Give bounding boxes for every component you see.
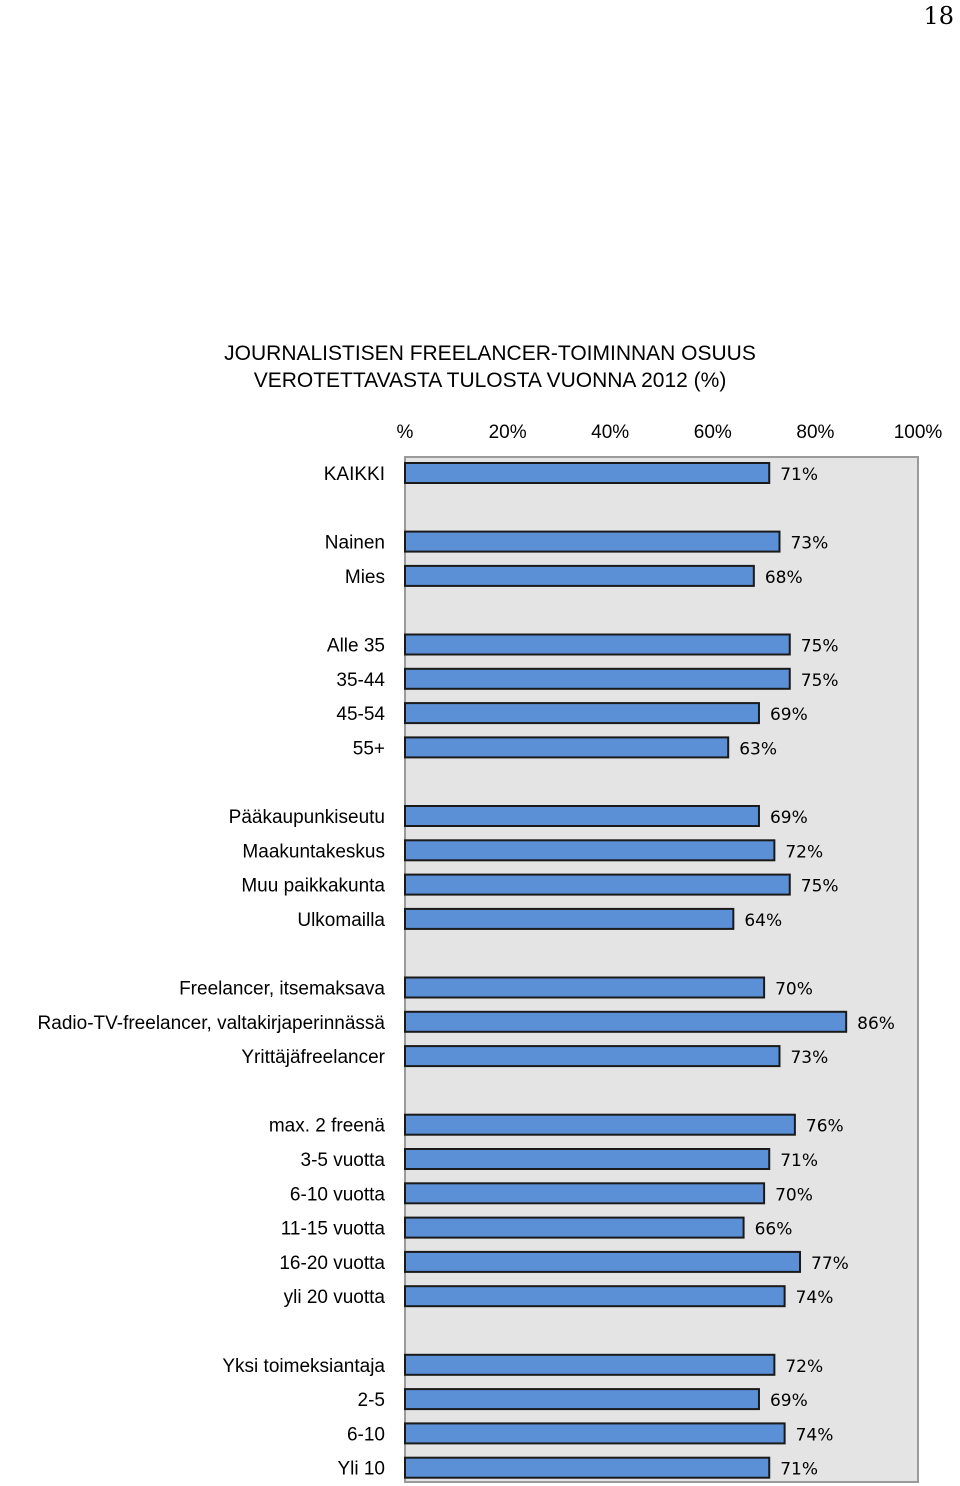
category-label: Yrittäjäfreelancer (241, 1047, 385, 1069)
bar (405, 703, 759, 723)
chart-title-line-2: VEROTETTAVASTA TULOSTA VUONNA 2012 (%) (253, 369, 727, 392)
bar (405, 1286, 785, 1306)
category-label: max. 2 freenä (268, 1115, 385, 1137)
category-label: 35-44 (336, 669, 385, 691)
category-label: 16-20 vuotta (279, 1252, 385, 1274)
x-tick-label: 40% (591, 422, 630, 443)
category-label: 11-15 vuotta (280, 1218, 385, 1240)
category-label: 2-5 (357, 1390, 385, 1412)
value-label: 76% (805, 1116, 844, 1137)
value-label: 74% (795, 1288, 834, 1309)
category-label: yli 20 vuotta (283, 1287, 385, 1309)
category-label: Muu paikkakunta (241, 875, 385, 897)
value-label: 86% (857, 1013, 895, 1034)
x-tick-label: 60% (693, 422, 732, 443)
value-label: 69% (769, 808, 808, 828)
value-label: 70% (775, 1185, 813, 1206)
value-label: 71% (780, 1459, 819, 1480)
bar (405, 1046, 779, 1066)
bar (405, 875, 790, 895)
value-label: 68% (764, 567, 803, 588)
bar (405, 635, 790, 655)
category-label: Maakuntakeskus (242, 841, 385, 863)
value-label: 69% (769, 1391, 808, 1412)
category-label: Pääkaupunkiseutu (228, 807, 385, 828)
value-label: 70% (775, 979, 813, 1000)
x-tick-label: 100% (893, 422, 943, 443)
bar (405, 1355, 774, 1375)
bar (405, 1149, 769, 1169)
value-label: 75% (800, 670, 839, 691)
bar (405, 1252, 800, 1272)
value-label: 64% (744, 910, 783, 931)
value-label: 73% (790, 1048, 829, 1069)
bar (405, 669, 790, 689)
category-label: Mies (344, 566, 385, 588)
category-label: Alle 35 (326, 635, 385, 657)
bar (405, 566, 754, 586)
value-label: 73% (790, 533, 829, 554)
value-label: 77% (811, 1253, 849, 1274)
bar (405, 1423, 785, 1443)
value-label: 63% (739, 739, 777, 760)
chart-title-line-1: JOURNALISTISEN FREELANCER-TOIMINNAN OSUUS (224, 342, 756, 365)
category-label: 45-54 (336, 704, 385, 726)
bar (405, 1389, 759, 1409)
value-label: 72% (785, 842, 824, 863)
x-tick-label: 20% (488, 422, 527, 443)
value-label: 71% (780, 1151, 819, 1171)
value-label: 66% (754, 1219, 793, 1240)
bar (405, 532, 779, 552)
page-number: 18 (923, 2, 954, 30)
category-label: 3-5 vuotta (300, 1150, 385, 1171)
x-tick-label: 80% (796, 422, 835, 443)
bar (405, 1012, 846, 1032)
value-label: 75% (800, 876, 839, 897)
plot-area (405, 457, 918, 1482)
value-label: 75% (800, 636, 839, 657)
value-label: 69% (769, 705, 808, 726)
category-label: 6-10 (346, 1424, 385, 1446)
value-label: 72% (785, 1356, 824, 1377)
bar (405, 463, 769, 483)
category-label: Yli 10 (337, 1458, 385, 1480)
bar (405, 1183, 764, 1203)
category-label: Yksi toimeksiantaja (222, 1355, 385, 1377)
category-label: Freelancer, itsemaksava (179, 978, 385, 1000)
bar (405, 978, 764, 998)
category-label: 6-10 vuotta (289, 1184, 385, 1206)
bar (405, 1458, 769, 1478)
category-label: Nainen (324, 532, 385, 554)
bar (405, 1115, 795, 1135)
category-label: 55+ (352, 738, 385, 760)
bar (405, 806, 759, 826)
bar (405, 737, 728, 757)
bar (405, 909, 733, 929)
value-label: 74% (795, 1425, 834, 1446)
category-label: Radio-TV-freelancer, valtakirjaperinnässä (37, 1012, 385, 1034)
bar (405, 1218, 744, 1238)
category-label: KAIKKI (323, 464, 385, 485)
category-label: Ulkomailla (297, 909, 385, 931)
bar (405, 840, 774, 860)
x-tick-label: % (396, 422, 414, 443)
value-label: 71% (780, 465, 819, 485)
